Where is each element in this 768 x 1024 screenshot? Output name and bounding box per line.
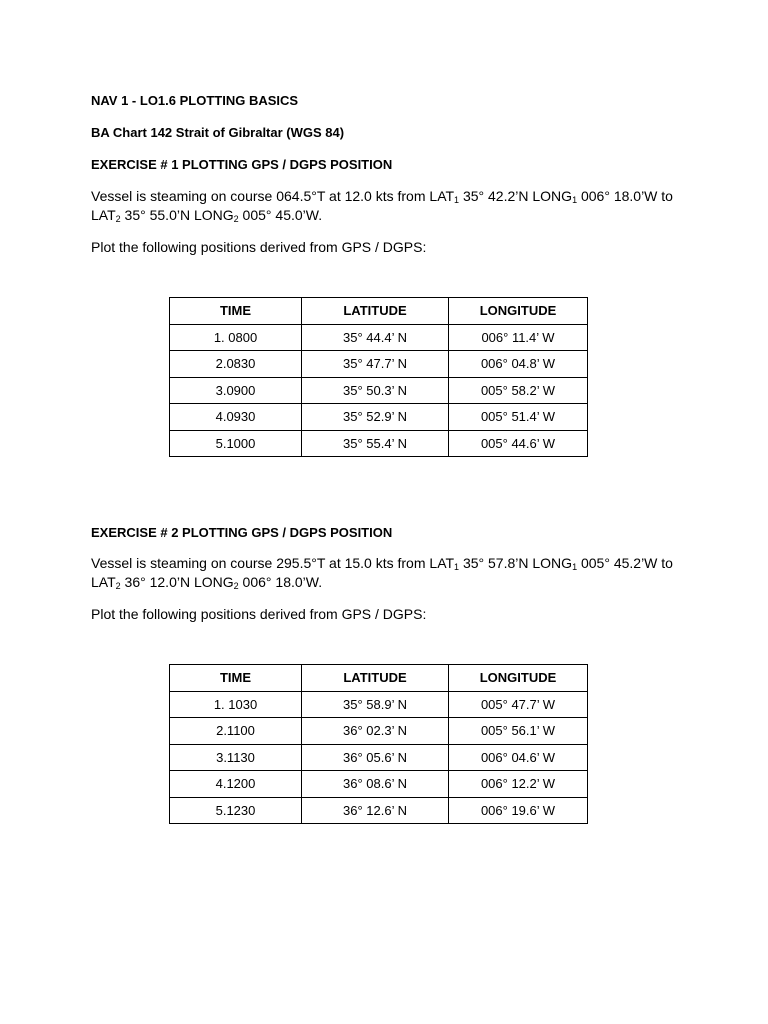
long1-label: LONG: [532, 555, 573, 571]
table-row: [170, 404, 588, 431]
lat2-label: LAT: [91, 207, 116, 223]
time-cell: 2.0830: [170, 351, 302, 378]
longitude-cell: 006° 04.6’ W: [449, 744, 588, 771]
time-cell: 3.1130: [170, 744, 302, 771]
column-header-time: TIME: [170, 298, 302, 325]
longitude-cell: 006° 04.8’ W: [449, 351, 588, 378]
lat2-value: 36° 12.0’N: [120, 574, 194, 590]
exercise-1-heading: EXERCISE # 1 PLOTTING GPS / DGPS POSITION: [91, 157, 393, 172]
table-row: [170, 430, 588, 457]
longitude-cell: 005° 47.7’ W: [449, 691, 588, 718]
column-header-time: TIME: [170, 665, 302, 692]
column-header-latitude: LATITUDE: [302, 298, 449, 325]
lat2-value: 35° 55.0’N: [120, 207, 194, 223]
column-header-longitude: LONGITUDE: [449, 665, 588, 692]
longitude-cell: 005° 51.4’ W: [449, 404, 588, 431]
exercise-2-instruction: Plot the following positions derived from GPS / DGPS:: [91, 606, 427, 622]
longitude-cell: 006° 12.2’ W: [449, 771, 588, 798]
table-row: [170, 377, 588, 404]
exercise-1-lat1: [429, 188, 532, 204]
long2-subscript: 2: [233, 214, 239, 224]
long1-subscript: 1: [572, 562, 578, 572]
table-row: [170, 324, 588, 351]
table-row: [170, 771, 588, 798]
long2-label: LONG: [193, 574, 234, 590]
document-title: NAV 1 - LO1.6 PLOTTING BASICS: [91, 93, 299, 108]
exercise-1-long2: [194, 207, 322, 223]
latitude-cell: 35° 50.3’ N: [302, 377, 449, 404]
column-header-latitude: LATITUDE: [302, 665, 449, 692]
latitude-cell: 35° 44.4’ N: [302, 324, 449, 351]
chart-reference: BA Chart 142 Strait of Gibraltar (WGS 84): [91, 125, 345, 140]
latitude-cell: 35° 52.9’ N: [302, 404, 449, 431]
longitude-cell: 005° 56.1’ W: [449, 718, 588, 745]
exercise-2-lat1: [429, 555, 532, 571]
table-row: [170, 691, 588, 718]
time-cell: 3.0900: [170, 377, 302, 404]
long2-value: 006° 18.0’W.: [238, 574, 323, 590]
latitude-cell: 36° 05.6’ N: [302, 744, 449, 771]
lat1-value: 35° 42.2’N: [459, 188, 533, 204]
lat2-subscript: 2: [115, 581, 121, 591]
exercise-2-lat2: [91, 574, 194, 590]
longitude-cell: 005° 44.6’ W: [449, 430, 588, 457]
longitude-cell: 006° 11.4’ W: [449, 324, 588, 351]
lat2-label: LAT: [91, 574, 116, 590]
table-header-row: [170, 665, 588, 692]
time-cell: 5.1230: [170, 797, 302, 824]
long2-value: 005° 45.0’W.: [238, 207, 323, 223]
time-cell: 2.1100: [170, 718, 302, 745]
exercise-1-instruction: Plot the following positions derived from GPS / DGPS:: [91, 239, 427, 255]
exercise-1-description: [91, 187, 691, 225]
long1-label: LONG: [532, 188, 573, 204]
longitude-cell: 005° 58.2’ W: [449, 377, 588, 404]
lat2-subscript: 2: [115, 214, 121, 224]
lat1-subscript: 1: [454, 562, 460, 572]
table-header-row: [170, 298, 588, 325]
lat1-value: 35° 57.8’N: [459, 555, 533, 571]
long2-label: LONG: [193, 207, 234, 223]
column-header-longitude: LONGITUDE: [449, 298, 588, 325]
latitude-cell: 35° 55.4’ N: [302, 430, 449, 457]
exercise-2-positions-table: [169, 664, 588, 824]
long2-subscript: 2: [233, 581, 239, 591]
latitude-cell: 36° 08.6’ N: [302, 771, 449, 798]
exercise-2-description: [91, 554, 691, 592]
latitude-cell: 35° 58.9’ N: [302, 691, 449, 718]
exercise-2-long2: [194, 574, 322, 590]
table-row: [170, 351, 588, 378]
time-cell: 1. 0800: [170, 324, 302, 351]
lat1-label: LAT: [429, 188, 455, 204]
latitude-cell: 36° 02.3’ N: [302, 718, 449, 745]
exercise-2-heading: EXERCISE # 2 PLOTTING GPS / DGPS POSITION: [91, 525, 393, 540]
exercise-1-positions-table: [169, 297, 588, 457]
long1-subscript: 1: [572, 195, 578, 205]
time-cell: 4.0930: [170, 404, 302, 431]
long1-value: 005° 45.2’W to: [577, 555, 673, 571]
table-row: [170, 744, 588, 771]
time-cell: 5.1000: [170, 430, 302, 457]
lat1-subscript: 1: [454, 195, 460, 205]
time-cell: 1. 1030: [170, 691, 302, 718]
longitude-cell: 006° 19.6’ W: [449, 797, 588, 824]
exercise-2-long1: [532, 555, 673, 571]
latitude-cell: 35° 47.7’ N: [302, 351, 449, 378]
exercise-1-long1: [532, 188, 673, 204]
exercise-1-lat2: [91, 207, 194, 223]
exercise-1-desc-text: Vessel is steaming on course 064.5°T at 12.0 kts from: [91, 188, 430, 204]
table-row: [170, 797, 588, 824]
exercise-2-desc-text: Vessel is steaming on course 295.5°T at 15.0 kts from: [91, 555, 430, 571]
table-row: [170, 718, 588, 745]
latitude-cell: 36° 12.6’ N: [302, 797, 449, 824]
lat1-label: LAT: [429, 555, 455, 571]
long1-value: 006° 18.0’W to: [577, 188, 673, 204]
time-cell: 4.1200: [170, 771, 302, 798]
